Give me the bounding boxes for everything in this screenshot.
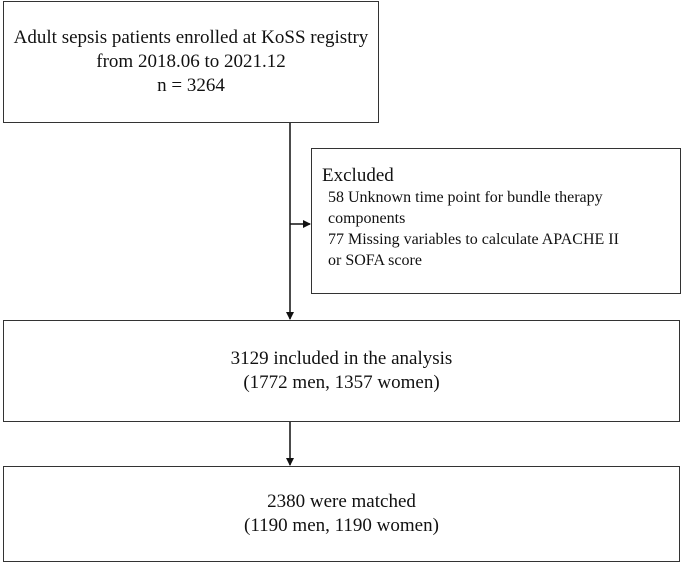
excluded-item-2-cont: or SOFA score [328,252,422,269]
matched-line-2: (1190 men, 1190 women) [244,515,439,536]
enrolled-box [3,1,379,123]
enrolled-count: n = 3264 [157,75,225,96]
matched-line-1: 2380 were matched [267,491,416,512]
excluded-box [311,148,681,294]
matched-box [3,466,680,562]
excluded-title: Excluded [322,165,394,186]
included-box [3,320,680,422]
included-line-2: (1772 men, 1357 women) [243,372,440,393]
included-line-1: 3129 included in the analysis [230,348,453,369]
excluded-item-2: 77 Missing variables to calculate APACHE II [328,231,619,248]
excluded-item-1: 58 Unknown time point for bundle therapy [328,189,603,206]
enrolled-line-2: from 2018.06 to 2021.12 [96,51,286,72]
enrolled-line-1: Adult sepsis patients enrolled at KoSS registry [13,27,369,48]
excluded-item-1-cont: components [328,210,406,227]
